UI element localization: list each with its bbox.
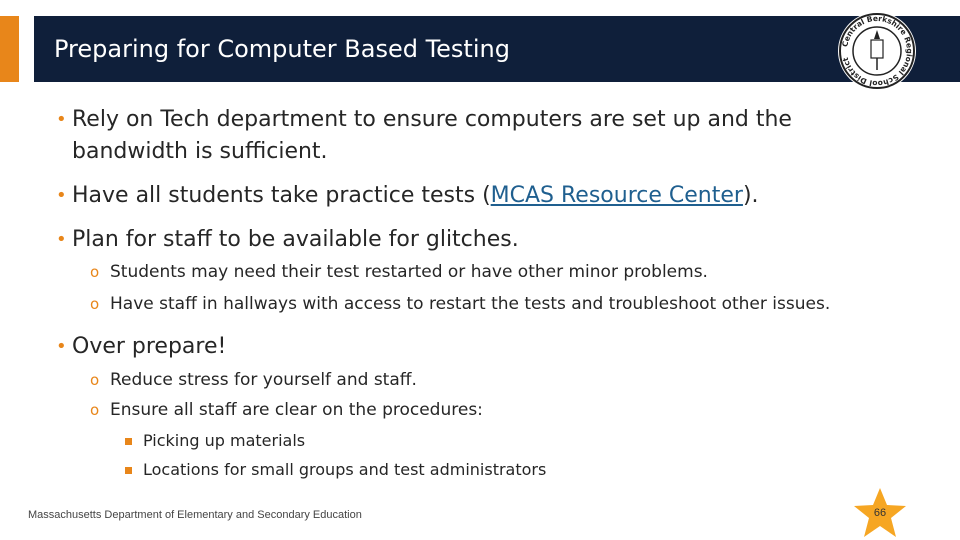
- bullet-dot: •: [56, 109, 67, 130]
- sub-bullet-circle-icon: o: [90, 401, 100, 419]
- square-bullet-icon: [125, 438, 132, 445]
- footer-org: Massachusetts Department of Elementary and Secondary Education: [28, 509, 362, 521]
- bullet-text: bandwidth is sufficient.: [72, 139, 328, 164]
- slide-content: • Rely on Tech department to ensure computers are set up and the bandwidth is sufficient. • Have all students take practice tests (MCAS Resource Center). • Plan for staff to be available for glitches. o Students may need their test restarted or have other minor problems. o Have staff in hallways with access to restart the tests and troubleshoot other issues. • Over prepare! o Reduce stress for yourself and staff. o Ensure all staff are clear on the procedures: Picking up materials Locations for small groups and test administrators: [0, 0, 960, 540]
- bullet-text: Rely on Tech department to ensure computers are set up and the: [72, 107, 792, 132]
- sub-bullet-circle-icon: o: [90, 295, 100, 313]
- bullet-text: Have all students take practice tests (: [72, 183, 491, 208]
- mcas-resource-link[interactable]: MCAS Resource Center: [490, 183, 743, 208]
- sub-bullet-circle-icon: o: [90, 371, 100, 389]
- bullet-text: ).: [742, 183, 759, 208]
- slide-title: Preparing for Computer Based Testing: [54, 35, 510, 63]
- bullet-dot: •: [56, 185, 67, 206]
- bullet-text: Over prepare!: [72, 334, 227, 359]
- page-number: 66: [873, 507, 887, 519]
- bullet-dot: •: [56, 229, 67, 250]
- square-bullet-icon: [125, 467, 132, 474]
- sub-bullet-circle-icon: o: [90, 263, 100, 281]
- bullet-text: Plan for staff to be available for glitches.: [72, 227, 519, 252]
- bullet-dot: •: [56, 336, 67, 357]
- seal-text: Central Berkshire Regional School District: [840, 13, 915, 89]
